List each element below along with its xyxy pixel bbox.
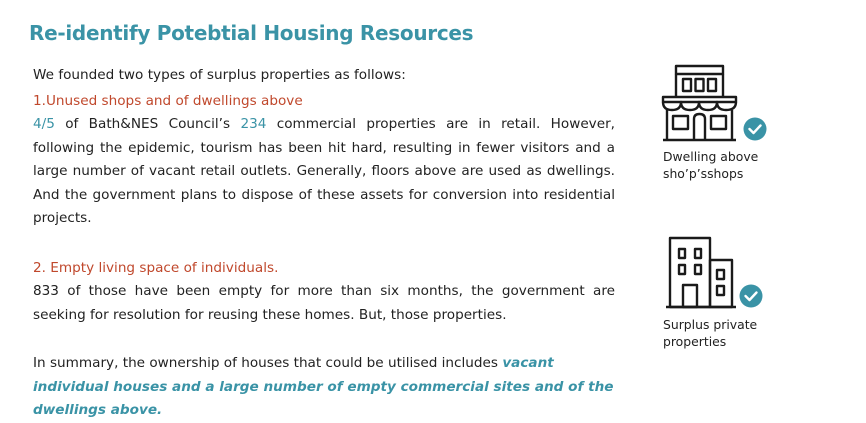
section1-text-a: of Bath&NES Council’s	[54, 116, 241, 132]
apartment-icon-group	[664, 235, 769, 315]
intro-text: We founded two types of surplus properties as follows:	[33, 67, 406, 83]
summary-emphasis: vacant individual houses and a large number of empty commercial sites and of the dwellings above.	[33, 355, 614, 418]
summary-text	[33, 352, 633, 423]
shop-icon-group	[660, 63, 770, 145]
section1-text-b: commercial properties are in retail. However, following the epidemic, tourism has been hit hard, resulting in fewer visitors and a large number of vacant retail outlets. Generally, floors above are used as dwellings. And the government plans to dispose of these assets for conversion into residential projects.	[33, 116, 616, 226]
page-title: Re-identify Potebtial Housing Resources	[29, 21, 474, 45]
apartment-icon-caption: Surplus private properties	[663, 317, 758, 349]
section2-heading: 2. Empty living space of individuals.	[33, 259, 279, 276]
main-content	[33, 64, 615, 423]
apartment-building-icon	[664, 235, 769, 315]
shop-building-icon	[660, 63, 770, 145]
summary-lead: In summary, the ownership of houses that could be utilised includes	[33, 355, 503, 371]
retail-ratio: 4/5	[33, 116, 55, 132]
shop-icon-caption: Dwelling above sho’p’sshops	[663, 149, 759, 181]
section1-heading: 1.Unused shops and of dwellings above	[33, 92, 303, 109]
section1-body	[33, 113, 615, 231]
commercial-count: 234	[240, 116, 267, 132]
section2-body: 833 of those have been empty for more than six months, the government are seeking for resolution for reusing these homes. But, those properties.	[33, 283, 615, 323]
